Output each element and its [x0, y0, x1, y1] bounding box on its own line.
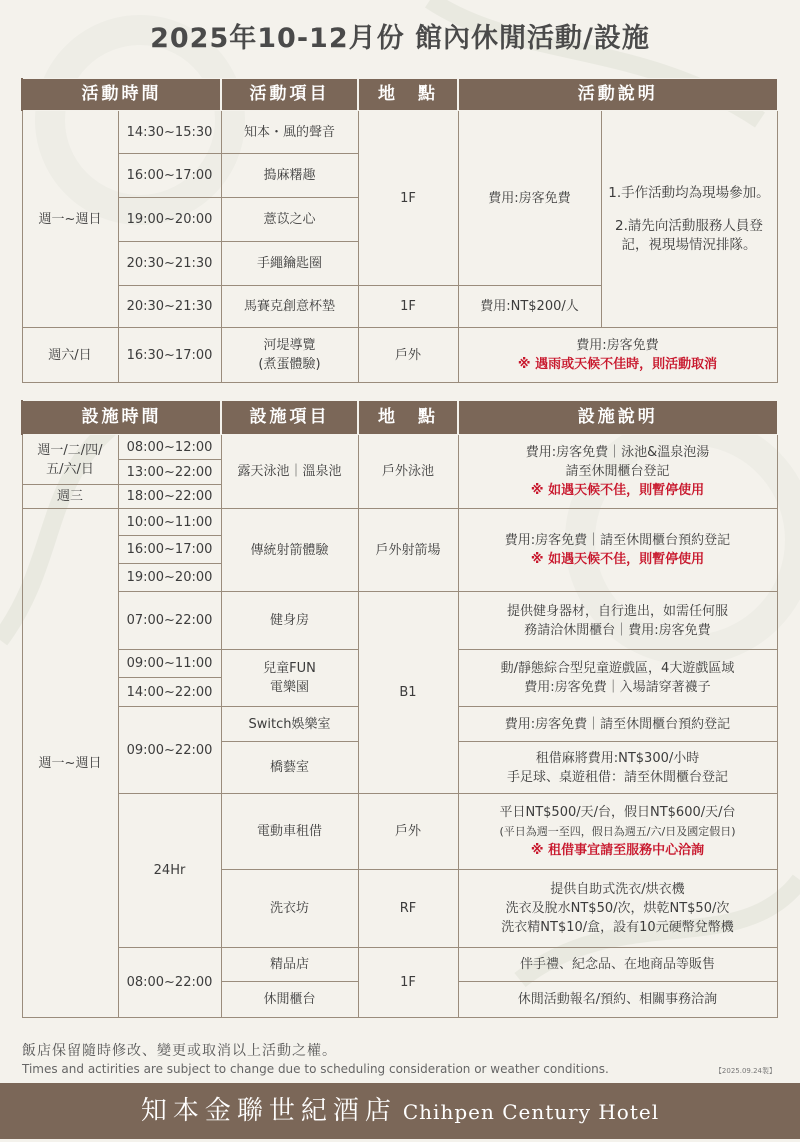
- chess-desc-2: 手足球、桌遊租借：請至休閒櫃台登記: [506, 769, 728, 785]
- gym-time: 07:00~22:00: [118, 592, 221, 650]
- pool-time: 18:00~22:00: [118, 485, 221, 509]
- archery-location: 戶外射箭場: [358, 509, 458, 592]
- header-activity-description: 活動說明: [458, 79, 777, 111]
- chess-description: [458, 742, 777, 794]
- kids-time: 14:00~22:00: [118, 678, 221, 707]
- weekend-item-sub: (煮蛋體驗): [258, 357, 321, 372]
- archery-warning: ※ 如遇天候不佳，則暫停使用: [530, 552, 705, 567]
- activity-time: 19:00~20:00: [118, 198, 221, 242]
- kids-desc-2: 費用:房客免費｜入場請穿著襪子: [524, 680, 711, 695]
- shop-description: 伴手禮、紀念品、在地商品等販售: [458, 948, 777, 982]
- weekend-location: 戶外: [358, 328, 458, 383]
- ev-desc-2: (平日為週一至四，假日為週五/六/日及國定假日): [499, 825, 736, 838]
- weekend-item: [221, 328, 358, 383]
- weekend-item-name: 河堤導覽: [263, 338, 316, 353]
- activity-item: 搗麻糬趣: [221, 154, 358, 198]
- desk-item: 休閒櫃台: [221, 982, 358, 1018]
- pool-days-line2: 五/六/日: [46, 461, 94, 477]
- archery-time: 19:00~20:00: [118, 564, 221, 592]
- laundry-desc-3: 洗衣精NT$10/盒，設有10元硬幣兌幣機: [501, 920, 734, 935]
- pool-warning: ※ 如遇天候不佳，則暫停使用: [530, 483, 705, 498]
- header-facility-item: 設施項目: [221, 401, 358, 435]
- ev-description: [458, 794, 777, 870]
- activity-location: 1F: [358, 286, 458, 328]
- header-activity-location: 地 點: [358, 79, 458, 111]
- page-title: 2025年10-12月份 館內休閒活動/設施: [150, 23, 650, 54]
- date-code: 【2025.09.24製】: [714, 1067, 776, 1075]
- laundry-item: 洗衣坊: [221, 870, 358, 948]
- disclaimer-zh: 飯店保留隨時修改、變更或取消以上活動之權。: [22, 1043, 337, 1059]
- kids-desc-1: 動/靜態綜合型兒童遊戲區，4大遊戲區域: [500, 661, 735, 676]
- header-activity-time: 活動時間: [22, 79, 221, 111]
- header-activity-item: 活動項目: [221, 79, 358, 111]
- activity-time: 20:30~21:30: [118, 242, 221, 286]
- activity-fee: 費用:房客免費: [458, 111, 601, 286]
- archery-desc: 費用:房客免費｜請至休閒櫃台預約登記: [504, 533, 731, 548]
- activities-table: [21, 78, 778, 383]
- pool-time: 08:00~12:00: [118, 435, 221, 460]
- facility-days: 週一~週日: [22, 509, 118, 1018]
- archery-item: 傳統射箭體驗: [221, 509, 358, 592]
- weekend-warning: ※ 遇雨或天候不佳時，則活動取消: [517, 357, 718, 372]
- pool-days: [22, 435, 118, 485]
- kids-item-line2: 電樂園: [269, 680, 309, 695]
- kids-item-line1: 兒童FUN: [263, 661, 316, 676]
- activity-note-1: 1.手作活動均為現場參加。: [608, 184, 770, 201]
- b1-location: B1: [358, 592, 458, 794]
- header-facility-location: 地 點: [358, 401, 458, 435]
- activity-fee: 費用:NT$200/人: [458, 286, 601, 328]
- activity-time: 14:30~15:30: [118, 111, 221, 154]
- weekend-description: [458, 328, 777, 383]
- activity-item: 知本・風的聲音: [221, 111, 358, 154]
- pool-desc-1: 費用:房客免費｜泳池&溫泉泡湯: [525, 445, 710, 460]
- archery-time: 16:00~17:00: [118, 536, 221, 564]
- switch-item: Switch娛樂室: [221, 707, 358, 742]
- pool-item: 露天泳池｜溫泉池: [221, 435, 358, 509]
- chess-item: 橋藝室: [221, 742, 358, 794]
- laundry-description: [458, 870, 777, 948]
- archery-time: 10:00~11:00: [118, 509, 221, 536]
- ev-desc-1: 平日NT$500/天/台，假日NT$600/天/台: [499, 805, 736, 820]
- hotel-name-zh: 知本金聯世紀酒店: [140, 1096, 397, 1126]
- gym-desc-1: 提供健身器材，自行進出，如需任何服: [506, 603, 728, 619]
- kids-time: 09:00~11:00: [118, 650, 221, 678]
- activity-time: 16:00~17:00: [118, 154, 221, 198]
- activity-time: 20:30~21:30: [118, 286, 221, 328]
- facilities-table: [21, 400, 778, 1018]
- shop-time: 08:00~22:00: [118, 948, 221, 1018]
- shop-item: 精品店: [221, 948, 358, 982]
- footer-banner: [0, 1083, 800, 1139]
- switch-description: 費用:房客免費｜請至休閒櫃台預約登記: [458, 707, 777, 742]
- header-facility-description: 設施說明: [458, 401, 777, 435]
- activity-note-2: 2.請先向活動服務人員登記，視現場情況排隊。: [615, 217, 763, 253]
- ev-item: 電動車租借: [221, 794, 358, 870]
- activity-days: 週一~週日: [22, 111, 118, 328]
- laundry-location: RF: [358, 870, 458, 948]
- chess-time: 09:00~22:00: [118, 707, 221, 794]
- pool-wed-days: 週三: [22, 485, 118, 509]
- pool-days-line1: 週一/二/四/: [37, 442, 103, 458]
- pool-description: [458, 435, 777, 509]
- gym-item: 健身房: [221, 592, 358, 650]
- desk-description: 休閒活動報名/預約、相關事務洽詢: [458, 982, 777, 1018]
- 1f-location: 1F: [358, 948, 458, 1018]
- ev-warning: ※ 租借事宜請至服務中心洽詢: [530, 843, 705, 858]
- weekend-time: 16:30~17:00: [118, 328, 221, 383]
- kids-item: [221, 650, 358, 707]
- disclaimer-en: Times and actirities are subject to change due to scheduling consideration or weather conditions.: [22, 1062, 609, 1076]
- weekend-days: 週六/日: [22, 328, 118, 383]
- time-24hr: 24Hr: [118, 794, 221, 948]
- hotel-name-en: Chihpen Century Hotel: [402, 1100, 660, 1124]
- gym-description: [458, 592, 777, 650]
- activity-notes: [601, 111, 777, 328]
- header-facility-time: 設施時間: [22, 401, 221, 435]
- archery-description: [458, 509, 777, 592]
- activity-item: 馬賽克創意杯墊: [221, 286, 358, 328]
- laundry-desc-1: 提供自助式洗衣/烘衣機: [550, 882, 685, 897]
- gym-desc-2: 務請洽休閒櫃台｜費用:房客免費: [524, 622, 711, 638]
- activity-item: 薏苡之心: [221, 198, 358, 242]
- kids-description: [458, 650, 777, 707]
- pool-desc-2: 請至休閒櫃台登記: [565, 464, 670, 479]
- weekend-fee: 費用:房客免費: [576, 338, 659, 353]
- activity-item: 手繩鑰匙圈: [221, 242, 358, 286]
- activity-location: 1F: [358, 111, 458, 286]
- ev-location: 戶外: [358, 794, 458, 870]
- chess-desc-1: 租借麻將費用:NT$300/小時: [535, 750, 700, 766]
- pool-location: 戶外泳池: [358, 435, 458, 509]
- laundry-desc-2: 洗衣及脫水NT$50/次，烘乾NT$50/次: [505, 901, 730, 916]
- pool-time: 13:00~22:00: [118, 460, 221, 485]
